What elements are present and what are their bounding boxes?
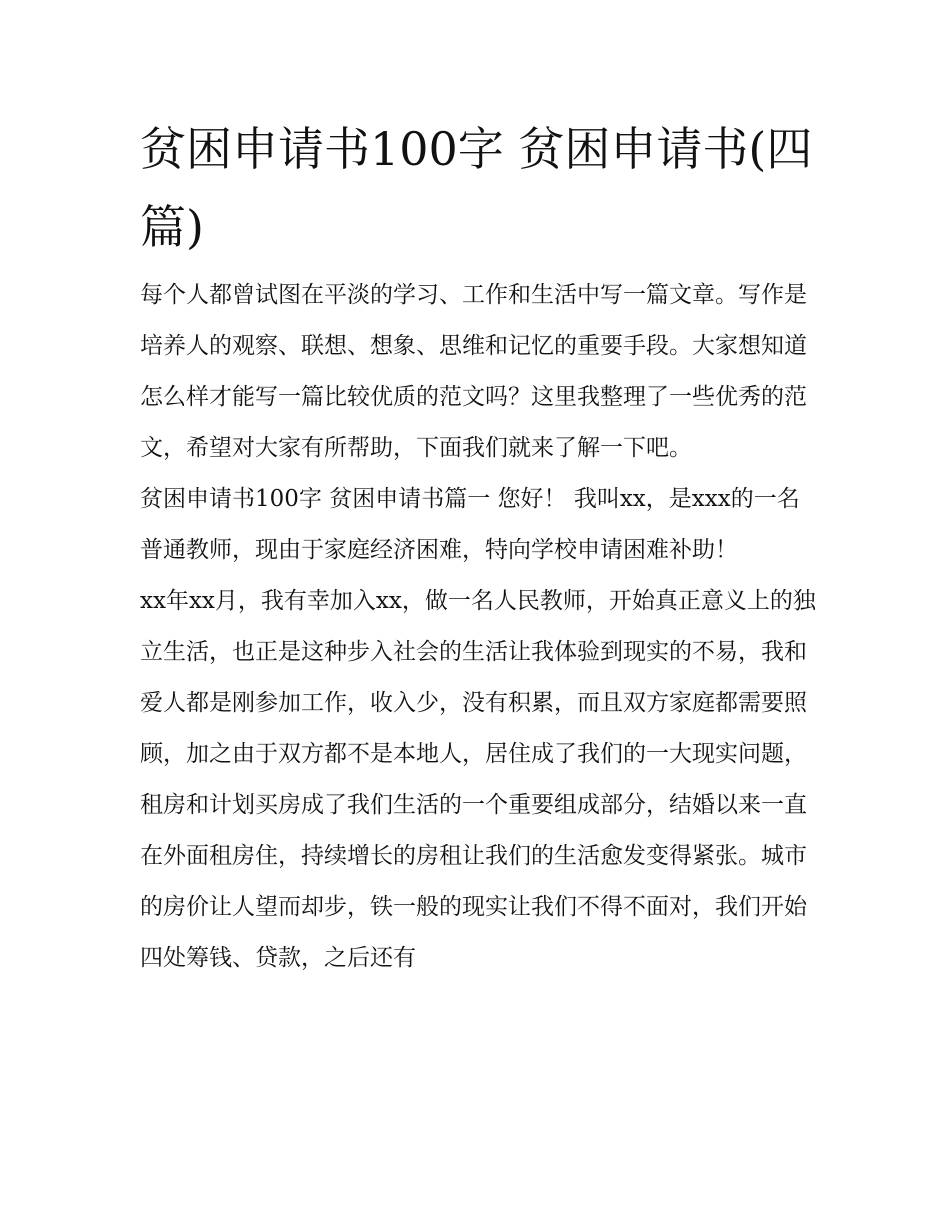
document-content [140, 110, 820, 984]
intro-paragraph: 每个人都曾试图在平淡的学习、工作和生活中写一篇文章。写作是培养人的观察、联想、想象、思维和记忆的重要手段。大家想知道怎么样才能写一篇比较优质的范文吗？这里我整理了一些优秀的范文，希望对大家有所帮助，下面我们就来了解一下吧。 [140, 282, 807, 461]
document-title: 贫困申请书100字 贫困申请书(四篇) [140, 122, 813, 254]
application-opening-paragraph: 贫困申请书100字 贫困申请书篇一 您好！ 我叫xx，是xxx的一名普通教师，现由于家庭经济困难，特向学校申请困难补助！ [140, 486, 800, 563]
body-paragraph: xx年xx月，我有幸加入xx，做一名人民教师，开始真正意义上的独立生活，也正是这种步入社会的生活让我体验到现实的不易，我和爱人都是刚参加工作，收入少，没有积累，而且双方家庭都需要照顾，加之由于双方都不是本地人，居住成了我们的一大现实问题，租房和计划买房成了我们生活的一个重要组成部分，结婚以来一直在外面租房住，持续增长的房租让我们的生活愈发变得紧张。城市的房价让人望而却步，铁一般的现实让我们不得不面对，我们开始四处筹钱、贷款，之后还有 [140, 588, 816, 971]
